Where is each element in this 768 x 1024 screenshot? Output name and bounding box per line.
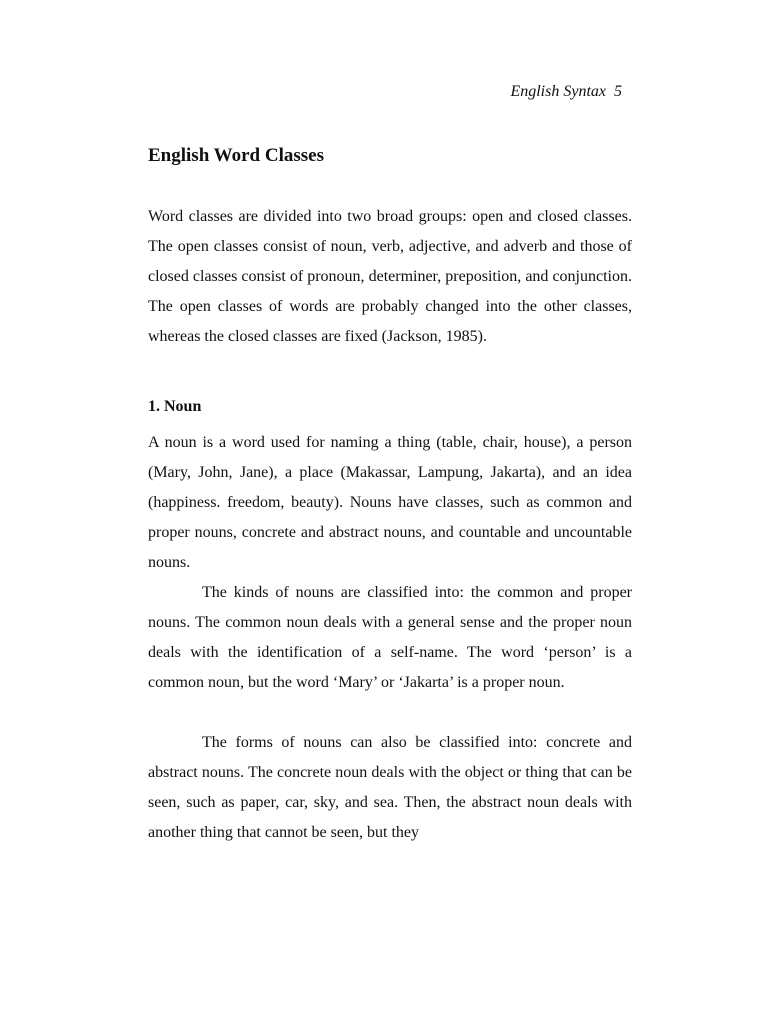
page-title: English Word Classes xyxy=(148,145,324,166)
section-heading-noun: 1. Noun xyxy=(148,398,202,415)
noun-paragraph-kinds: The kinds of nouns are classified into: the common and proper nouns. The common noun deals with a general sense and the proper noun deals with the identification of a self-name. The word ‘person’ is a common noun, but the word ‘Mary’ or ‘Jakarta’ is a proper noun. xyxy=(148,584,632,691)
noun-paragraph-forms: The forms of nouns can also be classified into: concrete and abstract nouns. The concrete noun deals with the object or thing that can be seen, such as paper, car, sky, and sea. Then, the abstract noun deals with another thing that cannot be seen, but they xyxy=(148,734,632,841)
running-header: English Syntax 5 xyxy=(510,83,622,100)
intro-paragraph: Word classes are divided into two broad groups: open and closed classes. The open classes consist of noun, verb, adjective, and adverb and those of closed classes consist of pronoun, determiner, preposition, and conjunction. The open classes of words are probably changed into the other classes, whereas the closed classes are fixed (Jackson, 1985). xyxy=(148,208,632,345)
noun-paragraph-definition: A noun is a word used for naming a thing (table, chair, house), a person (Mary, John, Jane), a place (Makassar, Lampung, Jakarta), and an idea (happiness. freedom, beauty). Nouns have classes, such as common and proper nouns, concrete and abstract nouns, and countable and uncountable nouns. xyxy=(148,434,632,571)
